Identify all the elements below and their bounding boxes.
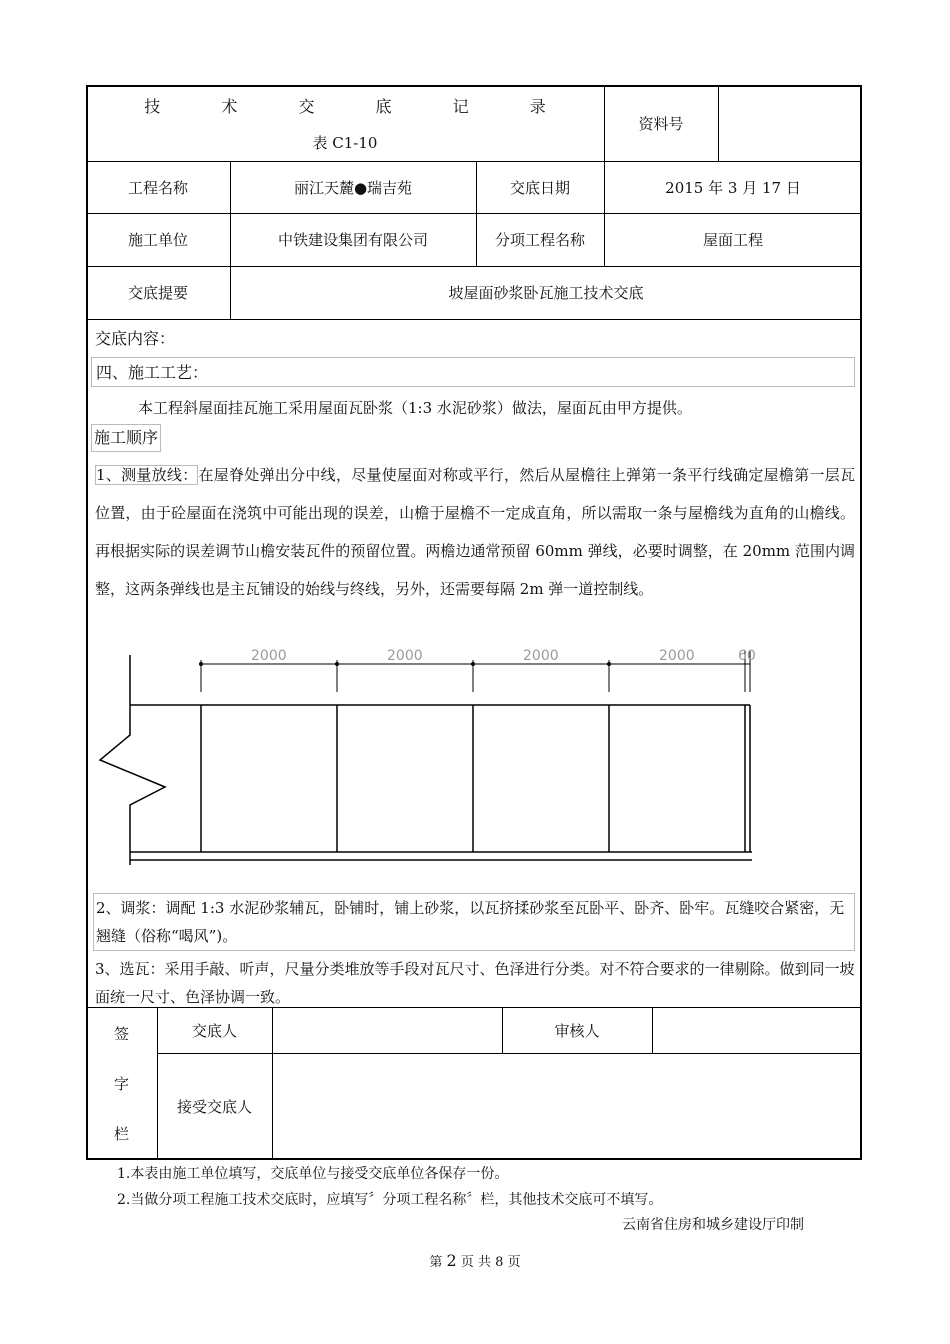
step-1-paragraph xyxy=(95,456,855,608)
signature-column-char: 签 xyxy=(113,1024,129,1043)
dimension-tick xyxy=(607,662,611,666)
disclosure-date-label: 交底日期 xyxy=(509,178,570,197)
project-name-label: 工程名称 xyxy=(127,178,188,197)
dimension-tick xyxy=(335,662,339,666)
construction-unit-label: 施工单位 xyxy=(127,231,188,249)
disclosure-date-value: 2015 年 3 月 17 日 xyxy=(665,178,801,197)
step-3-paragraph xyxy=(95,955,855,1011)
page-prefix: 第 xyxy=(429,1255,443,1270)
receiver-label: 接受交底人 xyxy=(176,1098,252,1116)
subproject-value: 屋面工程 xyxy=(702,231,763,249)
doc-no-value xyxy=(718,85,862,161)
page-total: 8 xyxy=(495,1255,504,1270)
step-3-label: 3、选瓦： xyxy=(95,960,165,978)
step-1-label: 1、测量放线： xyxy=(96,466,198,484)
printer-credit: 云南省住房和城乡建设厅印制 xyxy=(622,1217,804,1233)
dimension-label-2: 2000 xyxy=(387,648,423,664)
page-current: 2 xyxy=(446,1251,457,1270)
dimension-label-4: 2000 xyxy=(659,648,695,664)
receiver-value[interactable] xyxy=(272,1053,862,1160)
construction-unit-value: 中铁建设集团有限公司 xyxy=(277,231,428,249)
presenter-label: 交底人 xyxy=(191,1021,237,1040)
step-2-paragraph: 2、调浆：调配 1:3 水泥砂浆辅瓦，卧铺时，铺上砂浆，以瓦挤揉砂浆至瓦卧平、卧齐、卧牢。瓦缝咬合紧密，无翘缝（俗称“喝风”)。 xyxy=(93,893,855,951)
summary-label: 交底提要 xyxy=(127,284,188,302)
dimension-tick xyxy=(199,662,203,666)
signature-column-char: 栏 xyxy=(113,1124,129,1143)
step-3-text: 采用手敲、听声，尺量分类堆放等手段对瓦尺寸、色泽进行分类。对不符合要求的一律剔除。做到同一坡面统一尺寸、色泽协调一致。 xyxy=(95,960,855,1006)
wall-break-line xyxy=(100,655,165,865)
dimension-tick xyxy=(471,662,475,666)
dimension-label-5: 60 xyxy=(738,648,756,664)
project-name-value: 丽江天麓●瑞吉苑 xyxy=(293,178,413,197)
section-heading: 四、施工工艺： xyxy=(91,357,855,387)
doc-no-label: 资料号 xyxy=(638,114,684,133)
dimension-label-3: 2000 xyxy=(523,648,559,664)
presenter-value[interactable] xyxy=(272,1007,502,1053)
signature-column-char: 字 xyxy=(113,1074,129,1093)
form-title: 技 术 交 底 记 录 xyxy=(144,96,574,116)
note-1: 1.本表由施工单位填写，交底单位与接受交底单位各保存一份。 xyxy=(117,1166,509,1182)
subproject-label: 分项工程名称 xyxy=(494,231,585,249)
note-2: 2.当做分项工程施工技术交底时，应填写〞分项工程名称〞栏，其他技术交底可不填写。 xyxy=(117,1192,663,1208)
page-suffix: 页 xyxy=(507,1255,521,1270)
page-number xyxy=(0,1251,950,1270)
content-heading: 交底内容： xyxy=(95,329,176,348)
reviewer-label: 审核人 xyxy=(554,1021,600,1040)
sequence-title: 施工顺序 xyxy=(91,424,161,452)
tile-layout-diagram xyxy=(90,640,770,880)
step-1-text: 在屋脊处弹出分中线，尽量使屋面对称或平行，然后从屋檐往上弹第一条平行线确定屋檐第一层瓦位置，由于砼屋面在浇筑中可能出现的误差，山檐于屋檐不一定成直角，所以需取一条与屋檐线为直角的山檐线。再根据实际的误差调节山檐安装瓦件的预留位置。两檐边通常预留 60mm 弹线，必要时调整，在 20mm 范围内调整，这两条弹线也是主瓦铺设的始线与终线，另外，还需要每隔 2m 弹一道控制线。 xyxy=(95,466,855,598)
form-number: 表 C1-10 xyxy=(312,133,378,152)
page-middle: 页 共 xyxy=(460,1255,492,1270)
grid-line xyxy=(86,319,862,320)
summary-value: 坡屋面砂浆卧瓦施工技术交底 xyxy=(448,284,644,302)
dimension-label-1: 2000 xyxy=(251,648,287,664)
reviewer-value[interactable] xyxy=(652,1007,862,1053)
intro-paragraph: 本工程斜屋面挂瓦施工采用屋面瓦卧浆（1:3 水泥砂浆）做法，屋面瓦由甲方提供。 xyxy=(138,399,692,417)
